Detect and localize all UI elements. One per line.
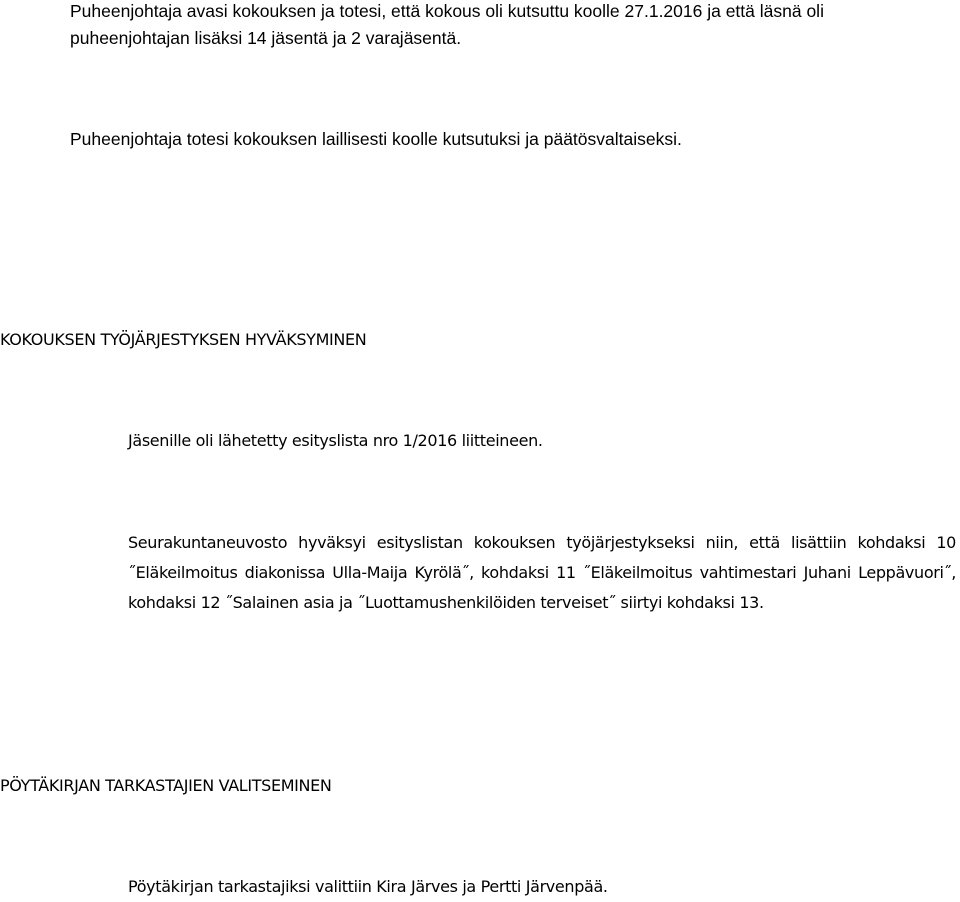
opening-paragraph-line-2: puheenjohtajan lisäksi 14 jäsentä ja 2 varajäsentä. xyxy=(70,28,462,48)
quorum-paragraph: Puheenjohtaja totesi kokouksen laillisesti koolle kutsutuksi ja päätösvaltaiseksi. xyxy=(70,129,682,149)
inspectors-paragraph: Pöytäkirjan tarkastajiksi valittiin Kira Järves ja Pertti Järvenpää. xyxy=(128,877,608,896)
agenda-decision-paragraph: Seurakuntaneuvosto hyväksyi esityslistan kokouksen työjärjestykseksi niin, että lisättiin kohdaksi 10 ˝Eläkeilmoitus diakonissa Ulla-Maija Kyrölä˝, kohdaksi 11 ˝Eläkeilmoitus vahtimestari Juhani Leppävuori˝, kohdaksi 12 ˝Salainen asia ja ˝Luottamushenkilöiden terveiset˝ siirtyi kohdaksi 13. xyxy=(128,533,956,612)
opening-paragraph-line-1: Puheenjohtaja avasi kokouksen ja totesi, että kokous oli kutsuttu koolle 27.1.2016 ja että läsnä oli xyxy=(70,1,824,21)
inspectors-heading: PÖYTÄKIRJAN TARKASTAJIEN VALITSEMINEN xyxy=(0,776,332,795)
agenda-heading: KOKOUKSEN TYÖJÄRJESTYKSEN HYVÄKSYMINEN xyxy=(0,330,367,349)
agenda-sent-paragraph: Jäsenille oli lähetetty esityslista nro 1/2016 liitteineen. xyxy=(128,431,543,450)
